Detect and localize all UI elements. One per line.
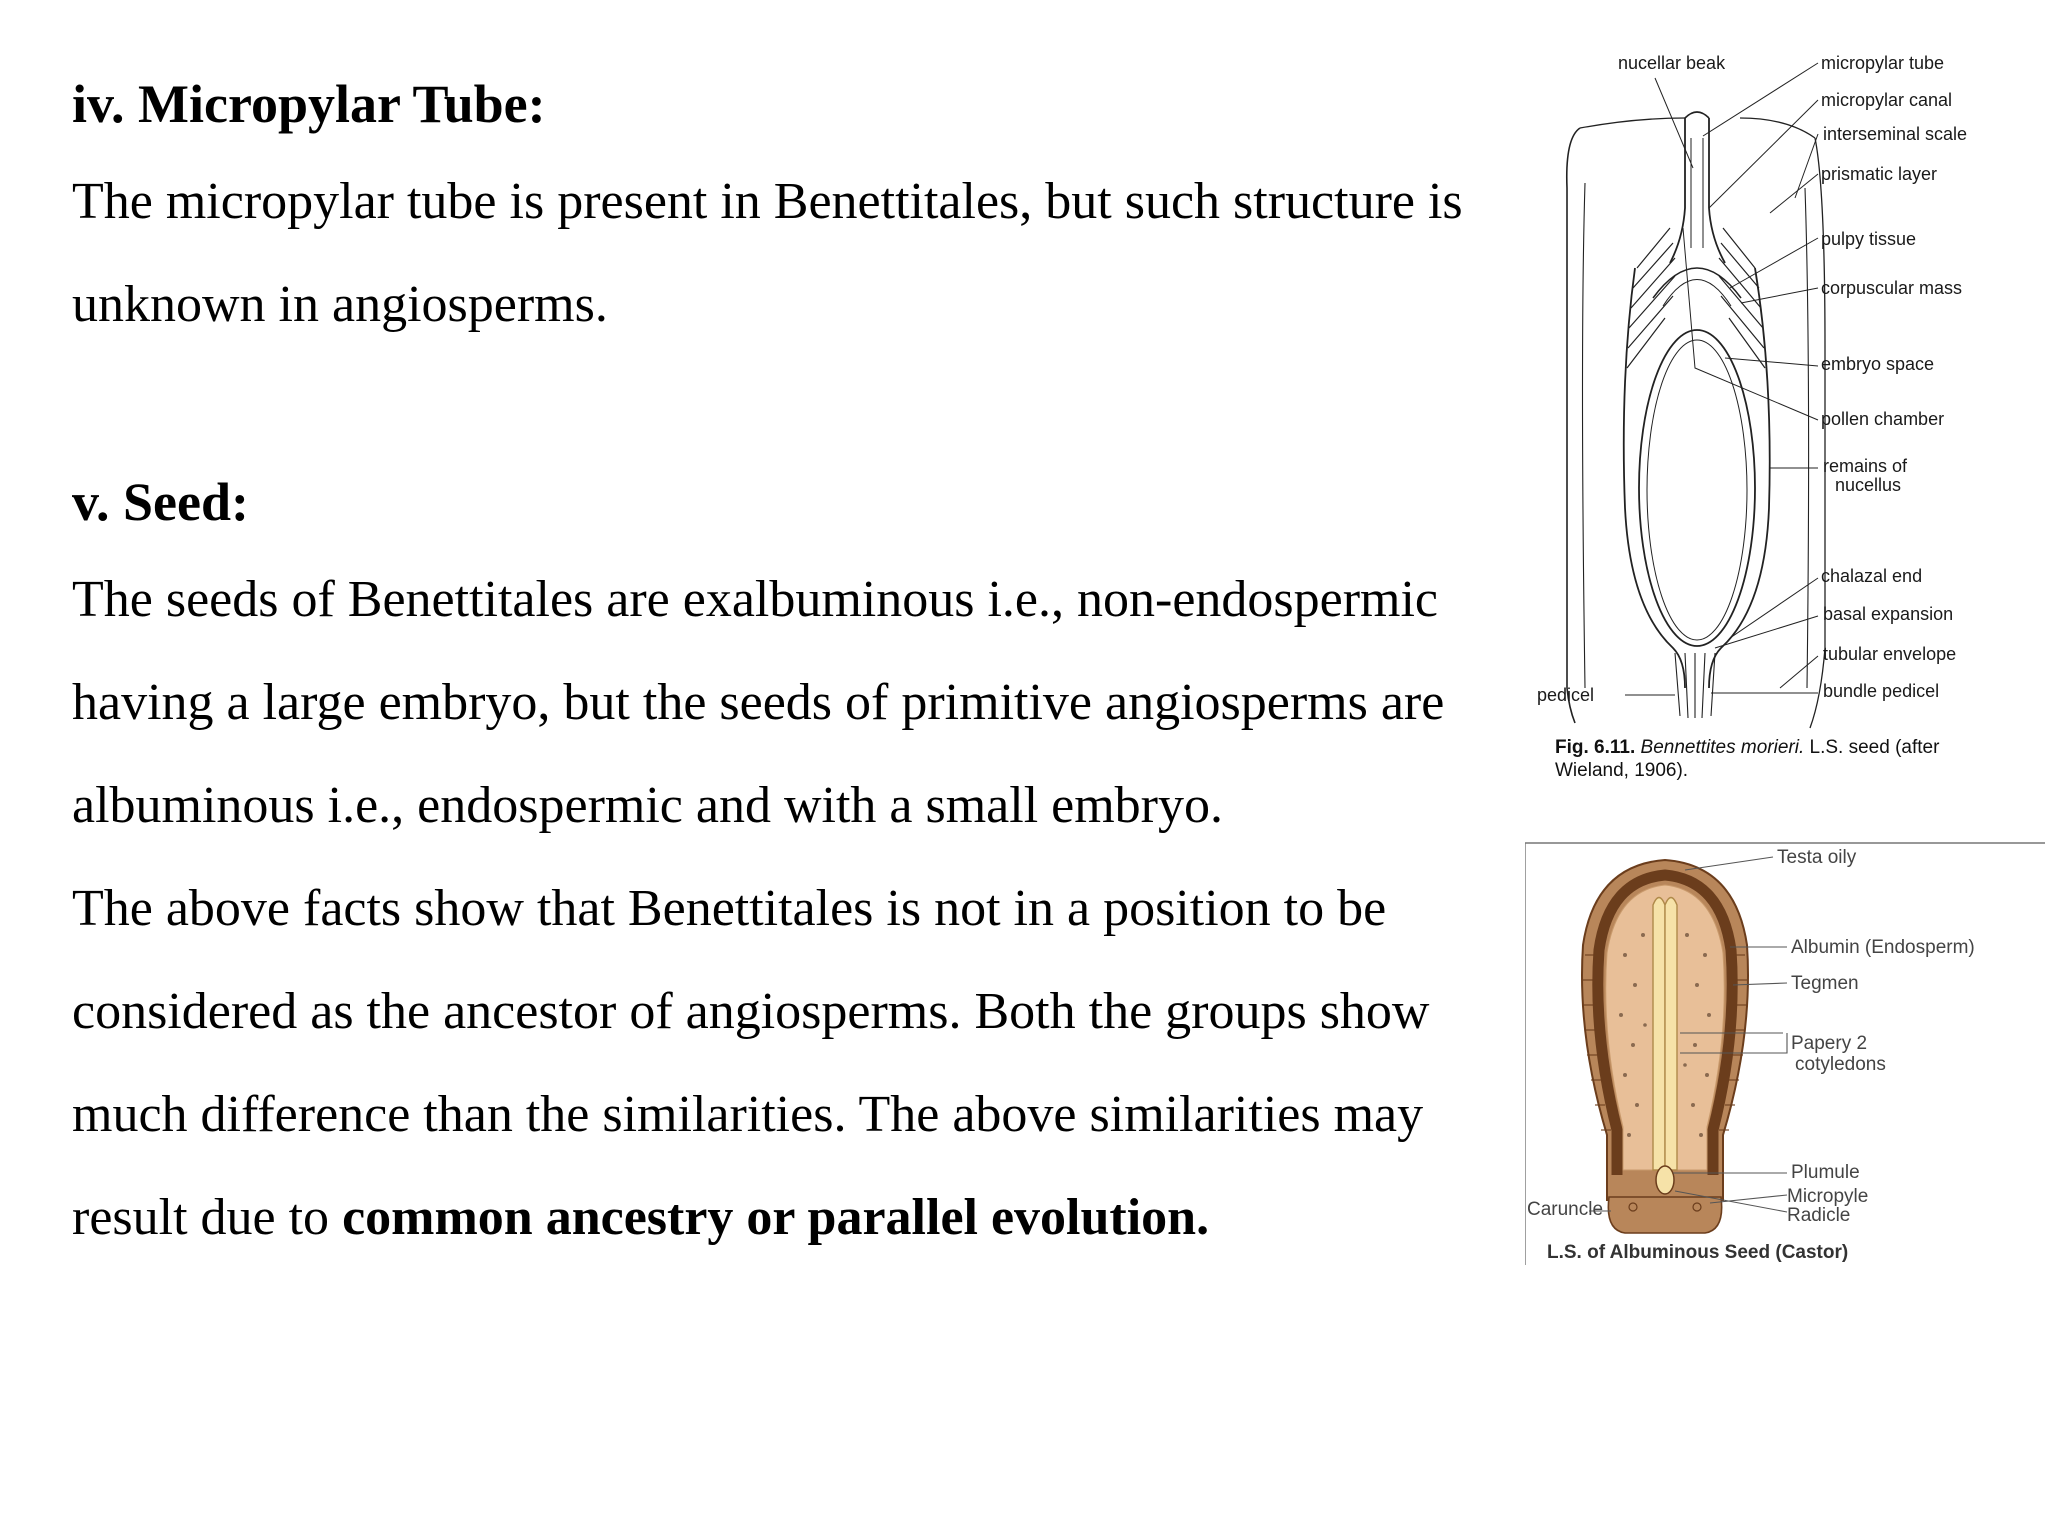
label-albumin-endosperm: Albumin (Endosperm): [1791, 937, 1975, 958]
figure-castor-seed: [1525, 835, 2045, 1275]
label-micropyle: Micropyle: [1787, 1186, 1869, 1207]
label-nucellus: nucellus: [1835, 475, 1902, 495]
label-nucellar-beak: nucellar beak: [1618, 53, 1726, 73]
label-caruncle: Caruncle: [1527, 1199, 1604, 1220]
label-tegmen: Tegmen: [1791, 973, 1859, 994]
label-chalazal-end: chalazal end: [1821, 566, 1923, 586]
figure2-caption: L.S. of Albuminous Seed (Castor): [1547, 1242, 1849, 1263]
label-papery: Papery 2: [1791, 1033, 1868, 1054]
label-embryo-space: embryo space: [1821, 354, 1935, 374]
label-bundle-pedicel: bundle pedicel: [1823, 681, 1940, 701]
section-spacer: [72, 356, 1492, 456]
label-basal-expansion: basal expansion: [1823, 604, 1954, 624]
conclusion-plain: The above facts show that Benettitales is not in a position to be considered as the ancestor of angiosperms. Both the groups show much difference than the similarities. The above similarities may result due to: [72, 880, 1430, 1246]
section-heading-micropylar-tube: iv. Micropylar Tube:: [72, 74, 546, 134]
figure1-drawing: [1525, 48, 2035, 788]
section-heading-seed: v. Seed:: [72, 472, 250, 532]
figure1-caption-line2: Wieland, 1906).: [1555, 760, 1689, 781]
label-plumule: Plumule: [1791, 1162, 1860, 1183]
section-text-micropylar-tube: The micropylar tube is present in Benettitales, but such structure is unknown in angiosperms.: [72, 173, 1463, 333]
section-text-seed: The seeds of Benettitales are exalbuminous i.e., non-endospermic having a large embryo, but the seeds of primitive angiosperms are albuminous i.e., endospermic and with a small embryo.: [72, 571, 1445, 834]
label-cotyledons: cotyledons: [1795, 1054, 1886, 1075]
section-conclusion: [72, 857, 1492, 1269]
label-prismatic-layer: prismatic layer: [1821, 164, 1938, 184]
label-remains-of: remains of: [1823, 456, 1908, 476]
figure1-caption-species: Bennettites morieri.: [1640, 737, 1805, 758]
figure1-caption-number: Fig. 6.11.: [1555, 737, 1636, 758]
label-tubular-envelope: tubular envelope: [1823, 644, 1957, 664]
label-micropylar-canal: micropylar canal: [1821, 90, 1953, 110]
label-corpuscular-mass: corpuscular mass: [1821, 278, 1963, 298]
label-testa-oily: Testa oily: [1777, 847, 1857, 868]
label-interseminal-scale: interseminal scale: [1823, 124, 1968, 144]
figure1-caption-rest: L.S. seed (after: [1809, 737, 1940, 758]
label-pedicel: pedicel: [1537, 685, 1595, 705]
label-pulpy-tissue: pulpy tissue: [1821, 229, 1917, 249]
label-micropylar-tube: micropylar tube: [1821, 53, 1945, 73]
figure-bennettites-seed: [1525, 48, 2035, 788]
text-column: [72, 58, 1492, 1269]
figure1-caption: [1555, 736, 2035, 782]
label-pollen-chamber: pollen chamber: [1821, 409, 1945, 429]
conclusion-bold: common ancestry or parallel evolution.: [342, 1189, 1210, 1246]
label-radicle: Radicle: [1787, 1205, 1851, 1226]
